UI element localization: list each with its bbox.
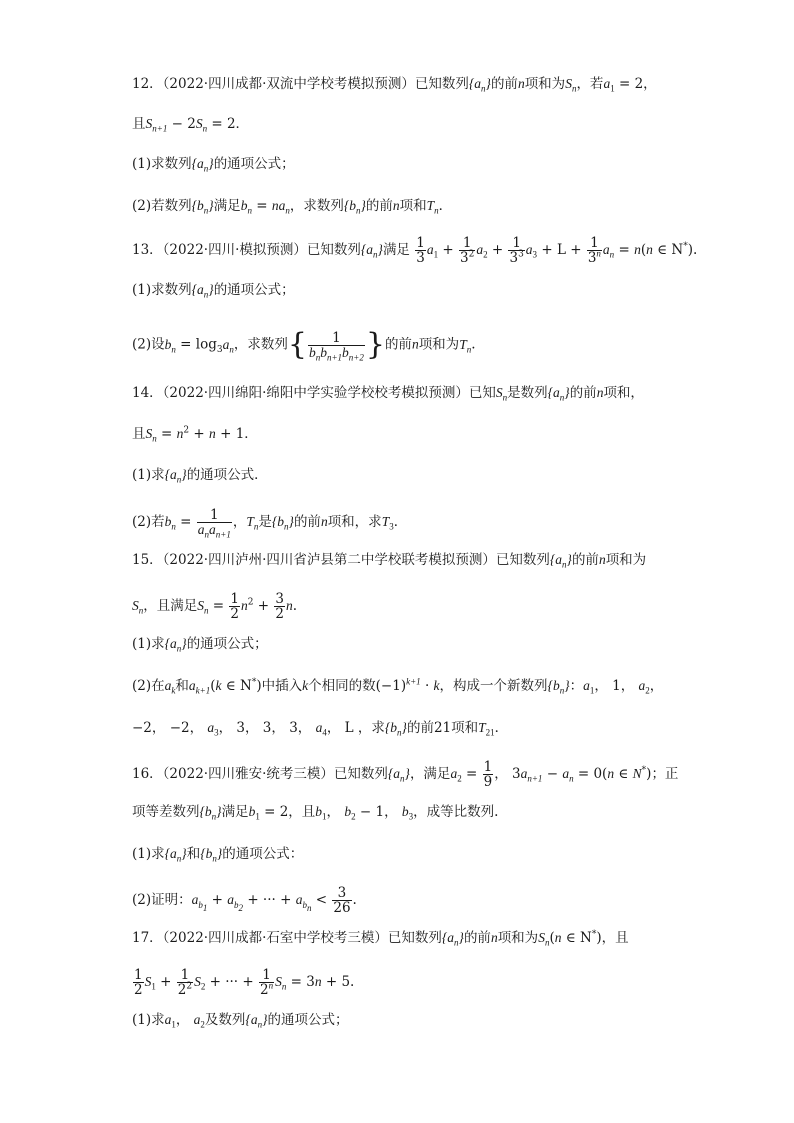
q14-part2: (2)若$b_n$ = $\frac{1}{a_na_{n+1}}$ ，$T_n$是$\{b_n\}$的前n项和，求$T_3$． (132, 507, 408, 540)
q13-part1: (1)求数列$\{a_n\}$的通项公式； (132, 282, 295, 300)
q17-part1: (1)求$a_1$， $a_2$及数列$\{a_n\}$的通项公式； (132, 1012, 349, 1030)
q15-part1: (1)求$\{a_n\}$的通项公式； (132, 636, 268, 654)
q13-stem: 13．（2022·四川·模拟预测）已知数列$\{a_n\}$满足 $\frac{1}{3}$ $a_1$ + $\frac{1}{3^2}$ $a_2$ + $\frac{1}{3^3}$ $a_3 + L$ + $\frac{1}{3^n}$ $a_n = n(n$ ∈ N*). (132, 235, 698, 266)
q16-part1: (1)求$\{a_n\}$和$\{b_n\}$的通项公式： (132, 846, 304, 864)
q12-stem: 12．（2022·四川成都·双流中学校考模拟预测）已知数列$\{a_n\}$的前n项和为$S_n$，若$a_1 = 2$， (132, 76, 657, 94)
q17-condition: $\frac{1}{2}$ $S_1$ + $\frac{1}{2^2}$ $S_2$ + ··· + $\frac{1}{2^n}$ $S_n = 3n + 5$. (134, 967, 355, 998)
q17-stem: 17．（2022·四川成都·石室中学校考三模）已知数列$\{a_n\}$的前n项和为$S_n(n$ ∈ N*)，且 (132, 929, 629, 948)
q13-part2: (2)设$b_n = \log_3a_n$，求数列{ $\frac{1}{b_nb_{n+1}b_{n+2}}$ }的前n项和为$T_n$. (132, 327, 476, 363)
q16-line2: 项等差数列$\{b_n\}$满足$b_1 = 2$，且$b_1$， $b_2 - 1$， $b_3$，成等比数列. (132, 804, 499, 822)
q12-condition: 且$S_{n+1} - 2S_n = 2$． (132, 116, 250, 134)
q12-part2: (2)若数列$\{b_n\}$满足$b_n = na_n$，求数列$\{b_n\}$的前n项和$T_n$． (132, 198, 453, 216)
q14-part1: (1)求$\{a_n\}$的通项公式． (132, 467, 268, 485)
q15-part2-line2: −2， −2， $a_3$， 3， 3， 3， $a_4$， L ，求$\{b_n\}$的前21项和$T_{21}$． (132, 720, 509, 738)
q16-stem: 16．（2022·四川雅安·统考三模）已知数列$\{a_n\}$，满足$a_2$ = $\frac{1}{9}$ ， $3a_{n+1} - a_n = 0(n$ ∈ N*)；正 (132, 759, 679, 790)
q16-part2: (2)证明：$a_{b_1} + a_{b_2}$ + ··· + $a_{b_n}$ < $\frac{3}{26}$ . (132, 885, 357, 916)
q14-condition: 且$S_n = n^2 + n + 1$． (132, 425, 258, 444)
q15-condition: $S_n$，且满足$S_n$ = $\frac{1}{2}$ $n^2$ + $\frac{3}{2}$ n. (132, 591, 298, 622)
q15-stem: 15．（2022·四川泸州·四川省泸县第二中学校联考模拟预测）已知数列$\{a_n\}$的前n项和为 (132, 552, 647, 570)
q12-part1: (1)求数列$\{a_n\}$的通项公式； (132, 156, 295, 174)
q14-stem: 14．（2022·四川绵阳·绵阳中学实验学校校考模拟预测）已知$S_n$是数列$\{a_n\}$的前n项和， (132, 385, 644, 403)
q15-part2-line1: (2)在$a_k$和$a_{k+1}(k$ ∈ N*)中插入k个相同的数$(-1)^{k+1} \cdot k$，构成一个新数列$\{b_n\}$：$a_1$， 1， $a_2$， (132, 676, 664, 696)
